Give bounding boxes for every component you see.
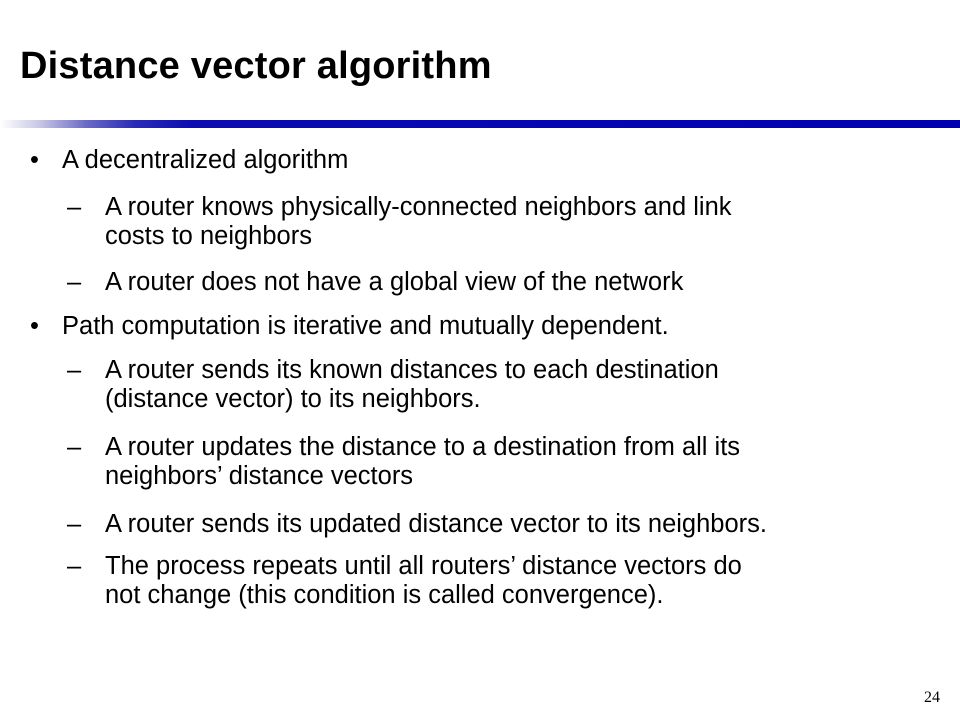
sub-bullet-item bbox=[67, 433, 741, 491]
sub-bullet-text-line: A router updates the distance to a destination from all its bbox=[105, 433, 741, 461]
sub-bullet-item bbox=[67, 356, 719, 414]
bullet-item bbox=[30, 312, 669, 341]
bullet-text-line: A decentralized algorithm bbox=[62, 146, 349, 174]
page-number: 24 bbox=[924, 689, 940, 706]
bullet-item bbox=[30, 146, 349, 175]
sub-bullet-text-line: A router does not have a global view of the network bbox=[105, 268, 684, 296]
dash-marker: – bbox=[67, 433, 82, 461]
sub-bullet-item bbox=[67, 193, 732, 251]
sub-bullet-text-line: not change (this condition is called convergence). bbox=[105, 581, 664, 609]
bullet-marker: • bbox=[30, 312, 39, 340]
sub-bullet-item bbox=[67, 268, 684, 297]
dash-marker: – bbox=[67, 193, 82, 221]
sub-bullet-text-line: neighbors’ distance vectors bbox=[105, 462, 414, 490]
sub-bullet-item bbox=[67, 552, 742, 610]
sub-bullet-item bbox=[67, 510, 767, 539]
title-rule bbox=[0, 120, 960, 128]
sub-bullet-text-line: A router knows physically-connected neighbors and link bbox=[105, 193, 732, 221]
title-rule-gradient bbox=[0, 120, 960, 128]
bullet-marker: • bbox=[30, 146, 39, 174]
bullet-text-line: Path computation is iterative and mutually dependent. bbox=[62, 312, 669, 340]
dash-marker: – bbox=[67, 552, 82, 580]
dash-marker: – bbox=[67, 356, 82, 384]
dash-marker: – bbox=[67, 268, 82, 296]
slide-title: Distance vector algorithm bbox=[20, 45, 492, 87]
sub-bullet-text-line: A router sends its known distances to each destination bbox=[105, 356, 719, 384]
sub-bullet-text-line: (distance vector) to its neighbors. bbox=[105, 385, 481, 413]
dash-marker: – bbox=[67, 510, 82, 538]
sub-bullet-text-line: The process repeats until all routers’ distance vectors do bbox=[105, 552, 742, 580]
sub-bullet-text-line: A router sends its updated distance vector to its neighbors. bbox=[105, 510, 767, 538]
sub-bullet-text-line: costs to neighbors bbox=[105, 222, 312, 250]
